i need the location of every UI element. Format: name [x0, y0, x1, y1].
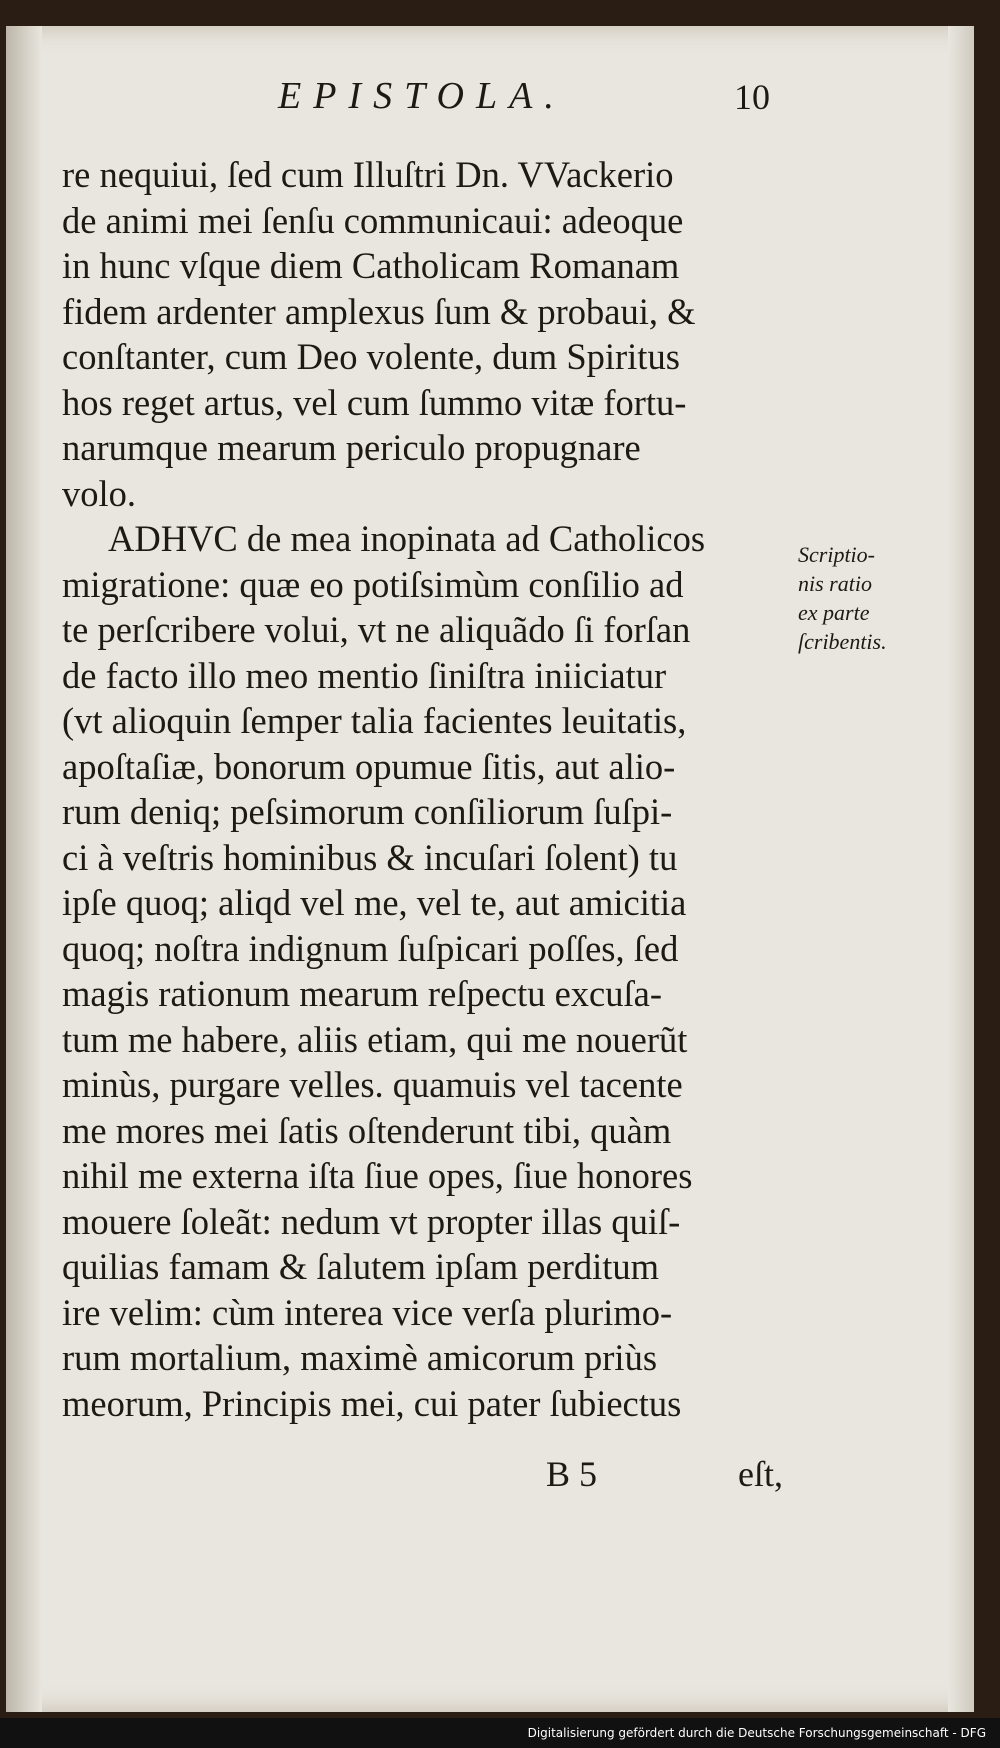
text-line: te perſcribere volui, vt ne aliquãdo ſi forſan [62, 609, 691, 650]
margin-note-line: ſcribentis. [798, 629, 887, 654]
margin-note-line: ex parte [798, 600, 870, 625]
text-line: tum me habere, aliis etiam, qui me nouerũt [62, 1018, 688, 1060]
text-line: mouere ſoleãt: nedum vt propter illas quiſ- [62, 1200, 681, 1242]
margin-note-line: nis ratio [798, 571, 872, 596]
text-line: ci à veſtris hominibus & incuſari ſolent) tu [62, 836, 678, 878]
text-line: re nequiui, ſed cum Illuſtri Dn. VVackerio [62, 154, 674, 195]
page-header [6, 74, 974, 134]
page-gutter-shadow [6, 26, 42, 1712]
text-line: conſtanter, cum Deo volente, dum Spiritus [62, 336, 680, 377]
text-line: (vt alioquin ſemper talia facientes leuitatis, [62, 700, 687, 741]
text-line: quilias famam & ſalutem ipſam perditum [62, 1246, 660, 1287]
page-number: 10 [734, 77, 770, 117]
catchword: eſt, [738, 1454, 783, 1494]
text-line: fidem ardenter amplexus ſum & probaui, & [62, 290, 696, 332]
text-line: narumque mearum periculo propugnare [62, 427, 641, 468]
book-page [6, 26, 974, 1712]
margin-note [798, 540, 948, 656]
text-line: volo. [62, 472, 137, 514]
text-line: meorum, Principis mei, cui pater ſubiectus [62, 1382, 682, 1424]
text-line: de animi mei ſenſu communicaui: adeoque [62, 199, 684, 241]
text-line: nihil me externa iſta ſiue opes, ſiue honores [62, 1155, 693, 1196]
page-edge-shadow [948, 26, 974, 1712]
text-line: apoſtaſiæ, bonorum opumue ſitis, aut alio- [62, 745, 676, 787]
text-line: minùs, purgare velles. quamuis vel tacente [62, 1064, 683, 1105]
text-line: quoq; noſtra indignum ſuſpicari poſſes, ſed [62, 927, 679, 969]
paragraph-start-line: ADHVC de mea inopinata ad Catholicos [108, 518, 706, 559]
text-line: migratione: quæ eo potiſsimùm conſilio ad [62, 563, 684, 605]
text-line: ire velim: cùm interea vice verſa plurimo- [62, 1291, 673, 1333]
text-line: rum mortalium, maximè amicorum priùs [62, 1337, 658, 1378]
text-line: hos reget artus, vel cum ſummo vitæ fortu- [62, 381, 687, 423]
text-line: magis rationum mearum reſpectu excuſa- [62, 973, 662, 1014]
text-line: ipſe quoq; aliqd vel me, vel te, aut amicitia [62, 882, 687, 923]
text-line: de facto illo meo mentio ſiniſtra iniiciatur [62, 654, 667, 696]
signature-mark: B 5 [546, 1454, 598, 1494]
digitization-credit: Digitalisierung gefördert durch die Deutsche Forschungsgemeinschaft - DFG [527, 1726, 986, 1740]
text-line: me mores mei ſatis oſtenderunt tibi, quàm [62, 1109, 672, 1151]
margin-note-line: Scriptio- [798, 542, 875, 567]
body-text [62, 152, 792, 1426]
text-line: rum deniq; peſsimorum conſiliorum ſuſpi- [62, 791, 673, 832]
running-title: EPISTOLA. [278, 75, 566, 117]
digitization-credit-bar [0, 1718, 1000, 1748]
text-line: in hunc vſque diem Catholicam Romanam [62, 245, 680, 286]
